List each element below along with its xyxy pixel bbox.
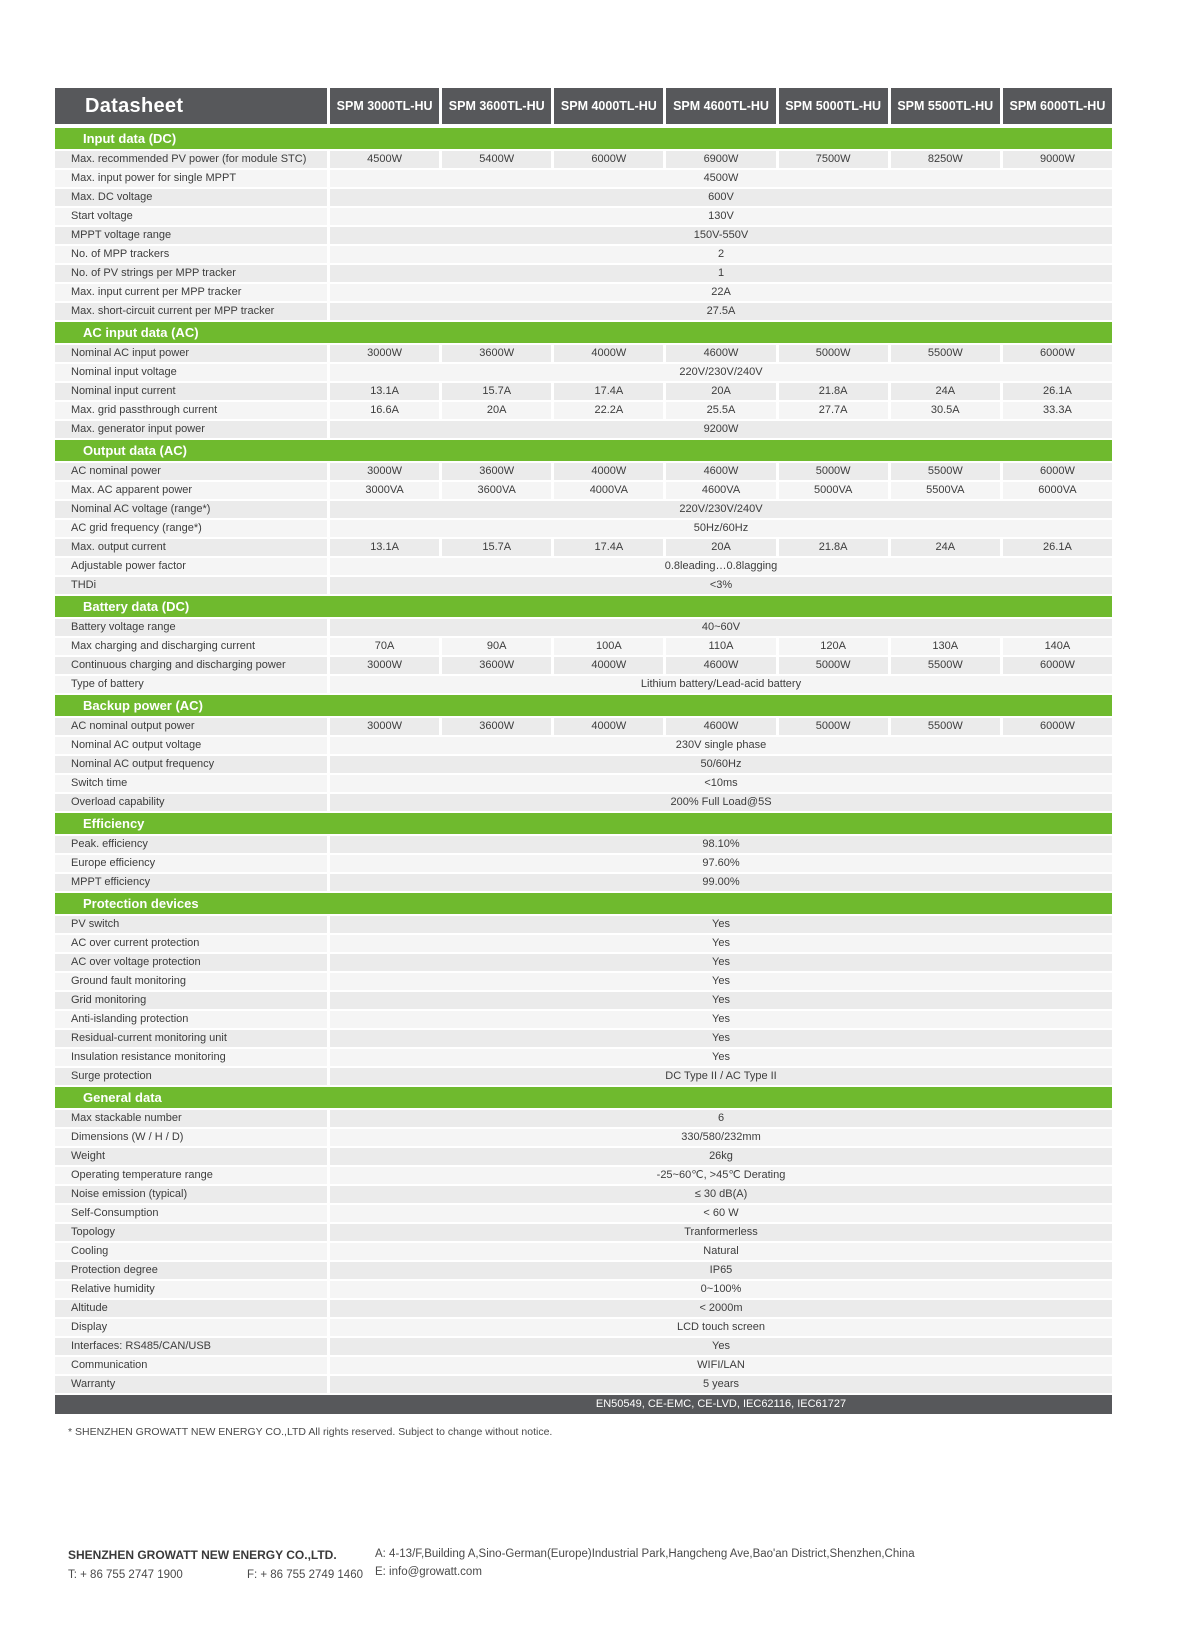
spec-value: 4000W (554, 718, 663, 735)
spec-value-span: 220V/230V/240V (330, 501, 1112, 518)
spec-row (55, 638, 1112, 655)
spec-label: Dimensions (W / H / D) (55, 1129, 327, 1146)
spec-value-span: IP65 (330, 1262, 1112, 1279)
spec-value: 5000W (779, 657, 888, 674)
spec-value: 110A (666, 638, 775, 655)
spec-row (55, 421, 1112, 438)
section-header (55, 1087, 1112, 1108)
section-header (55, 596, 1112, 617)
spec-value: 3000W (330, 345, 439, 362)
spec-row (55, 520, 1112, 537)
spec-row (55, 1338, 1112, 1355)
spec-value: 3000W (330, 463, 439, 480)
spec-label: Max. recommended PV power (for module STC) (55, 151, 327, 168)
spec-value: 3600W (442, 345, 551, 362)
spec-value: 5000W (779, 463, 888, 480)
spec-value-span: 50Hz/60Hz (330, 520, 1112, 537)
spacer (55, 1395, 327, 1414)
spec-value-span: 5 years (330, 1376, 1112, 1393)
spec-value: 70A (330, 638, 439, 655)
section-title: Efficiency (83, 816, 145, 831)
spec-value-span: Tranformerless (330, 1224, 1112, 1241)
spec-value: 5400W (442, 151, 551, 168)
spec-label: Nominal AC input power (55, 345, 327, 362)
spec-row (55, 1049, 1112, 1066)
spec-label: Nominal input voltage (55, 364, 327, 381)
section-header (55, 440, 1112, 461)
spec-row (55, 992, 1112, 1009)
spec-label: No. of PV strings per MPP tracker (55, 265, 327, 282)
spec-value-span: <10ms (330, 775, 1112, 792)
spec-value-span: Lithium battery/Lead-acid battery (330, 676, 1112, 693)
spec-label: Surge protection (55, 1068, 327, 1085)
spec-label: Switch time (55, 775, 327, 792)
spec-value: 140A (1003, 638, 1112, 655)
spec-value: 15.7A (442, 539, 551, 556)
model-column-header: SPM 4000TL-HU (554, 88, 663, 124)
model-column-header: SPM 4600TL-HU (666, 88, 775, 124)
spec-row (55, 170, 1112, 187)
spec-label: Ground fault monitoring (55, 973, 327, 990)
spec-label: Cooling (55, 1243, 327, 1260)
spec-label: Max. output current (55, 539, 327, 556)
spec-label: Overload capability (55, 794, 327, 811)
spec-value: 20A (442, 402, 551, 419)
spec-row (55, 1243, 1112, 1260)
section-title: Battery data (DC) (83, 599, 190, 614)
spec-row (55, 916, 1112, 933)
spec-value: 15.7A (442, 383, 551, 400)
model-column-header: SPM 3000TL-HU (330, 88, 439, 124)
spec-value: 3000VA (330, 482, 439, 499)
spec-label: Nominal AC output voltage (55, 737, 327, 754)
spec-row (55, 189, 1112, 206)
spec-row (55, 402, 1112, 419)
spec-row (55, 463, 1112, 480)
section-title: Protection devices (83, 896, 199, 911)
spec-row (55, 1319, 1112, 1336)
spec-label: AC over current protection (55, 935, 327, 952)
spec-value: 3600W (442, 718, 551, 735)
spec-value: 3000W (330, 718, 439, 735)
spec-value: 6000W (1003, 718, 1112, 735)
spec-value-span: DC Type II / AC Type II (330, 1068, 1112, 1085)
spec-row (55, 676, 1112, 693)
spec-row (55, 383, 1112, 400)
spec-value-span: 220V/230V/240V (330, 364, 1112, 381)
spec-value: 22.2A (554, 402, 663, 419)
spec-label: Max. input current per MPP tracker (55, 284, 327, 301)
spec-value: 8250W (891, 151, 1000, 168)
spec-row (55, 1110, 1112, 1127)
spec-row (55, 1357, 1112, 1374)
model-column-header: SPM 6000TL-HU (1003, 88, 1112, 124)
spec-value: 5500W (891, 463, 1000, 480)
spec-row (55, 794, 1112, 811)
spec-label: Relative humidity (55, 1281, 327, 1298)
spec-value-span: 600V (330, 189, 1112, 206)
spec-value-span: Yes (330, 1011, 1112, 1028)
spec-label: Communication (55, 1357, 327, 1374)
spec-label: Warranty (55, 1376, 327, 1393)
spec-row (55, 364, 1112, 381)
spec-value-span: 26kg (330, 1148, 1112, 1165)
spec-label: Max. generator input power (55, 421, 327, 438)
spec-row (55, 1068, 1112, 1085)
spec-row (55, 1376, 1112, 1393)
spec-row (55, 577, 1112, 594)
spec-value: 24A (891, 539, 1000, 556)
spec-value: 6000W (1003, 345, 1112, 362)
spec-label: MPPT voltage range (55, 227, 327, 244)
spec-label: Europe efficiency (55, 855, 327, 872)
spec-value: 17.4A (554, 539, 663, 556)
spec-label: Weight (55, 1148, 327, 1165)
spec-row (55, 246, 1112, 263)
spec-row (55, 284, 1112, 301)
spec-value-span: Yes (330, 954, 1112, 971)
footer-tel-fax (68, 1569, 363, 1581)
spec-value: 30.5A (891, 402, 1000, 419)
spec-row (55, 539, 1112, 556)
spec-value: 4000VA (554, 482, 663, 499)
spec-row (55, 657, 1112, 674)
spec-value: 17.4A (554, 383, 663, 400)
spec-value-span: 330/580/232mm (330, 1129, 1112, 1146)
spec-value-span: 27.5A (330, 303, 1112, 320)
spec-value: 90A (442, 638, 551, 655)
spec-label: Protection degree (55, 1262, 327, 1279)
spec-label: Max. short-circuit current per MPP tracker (55, 303, 327, 320)
spec-value: 5000W (779, 345, 888, 362)
spec-value: 4000W (554, 657, 663, 674)
spec-row (55, 501, 1112, 518)
spec-label: AC nominal output power (55, 718, 327, 735)
spec-label: MPPT efficiency (55, 874, 327, 891)
spec-value: 13.1A (330, 383, 439, 400)
company-name: SHENZHEN GROWATT NEW ENERGY CO.,LTD. (68, 1548, 337, 1562)
table-header (55, 88, 1112, 124)
spec-value-span: -25~60℃, >45℃ Derating (330, 1167, 1112, 1184)
spec-value: 5500W (891, 345, 1000, 362)
spec-label: Nominal AC voltage (range*) (55, 501, 327, 518)
spec-value-span: 50/60Hz (330, 756, 1112, 773)
spec-label: Adjustable power factor (55, 558, 327, 575)
spec-value-span: 2 (330, 246, 1112, 263)
spec-label: AC grid frequency (range*) (55, 520, 327, 537)
spec-value: 27.7A (779, 402, 888, 419)
spec-label: Operating temperature range (55, 1167, 327, 1184)
spec-value-span: <3% (330, 577, 1112, 594)
spec-value: 3600VA (442, 482, 551, 499)
footnote: * SHENZHEN GROWATT NEW ENERGY CO.,LTD All rights reserved. Subject to change without notice. (68, 1426, 553, 1438)
spec-label: Max. AC apparent power (55, 482, 327, 499)
spec-row (55, 718, 1112, 735)
spec-label: PV switch (55, 916, 327, 933)
spec-label: Anti-islanding protection (55, 1011, 327, 1028)
spec-value: 26.1A (1003, 383, 1112, 400)
spec-row (55, 1011, 1112, 1028)
model-column-header: SPM 5000TL-HU (779, 88, 888, 124)
spec-value-span: 40~60V (330, 619, 1112, 636)
spec-value: 4600W (666, 345, 775, 362)
datasheet-title: Datasheet (55, 88, 327, 124)
spec-value-span: 150V-550V (330, 227, 1112, 244)
spec-value-span: 0.8leading…0.8lagging (330, 558, 1112, 575)
spec-label: Insulation resistance monitoring (55, 1049, 327, 1066)
spec-value-span: ≤ 30 dB(A) (330, 1186, 1112, 1203)
footer-fax: F: + 86 755 2749 1460 (246, 1569, 363, 1581)
spec-value: 25.5A (666, 402, 775, 419)
spec-row (55, 756, 1112, 773)
certifications-bar (55, 1395, 1112, 1414)
spec-label: Self-Consumption (55, 1205, 327, 1222)
spec-row (55, 265, 1112, 282)
spec-value: 7500W (779, 151, 888, 168)
spec-table (55, 88, 1112, 1438)
footer-address: A: 4-13/F,Building A,Sino-German(Europe)Industrial Park,Hangcheng Ave,Bao'an District,Shenzhen,China (375, 1548, 915, 1560)
section-header (55, 128, 1112, 149)
spec-label: Battery voltage range (55, 619, 327, 636)
spec-value: 3000W (330, 657, 439, 674)
spec-value: 4600W (666, 718, 775, 735)
spec-value: 6000W (1003, 463, 1112, 480)
spec-value: 130A (891, 638, 1000, 655)
spec-label: Noise emission (typical) (55, 1186, 327, 1203)
section-title: General data (83, 1090, 162, 1105)
spec-row (55, 208, 1112, 225)
section-title: Output data (AC) (83, 443, 187, 458)
spec-value: 100A (554, 638, 663, 655)
spec-label: Max stackable number (55, 1110, 327, 1127)
spec-value: 16.6A (330, 402, 439, 419)
spec-row (55, 935, 1112, 952)
spec-row (55, 874, 1112, 891)
spec-label: Start voltage (55, 208, 327, 225)
spec-row (55, 1300, 1112, 1317)
spec-value: 4600VA (666, 482, 775, 499)
spec-label: Max. input power for single MPPT (55, 170, 327, 187)
spec-value: 9000W (1003, 151, 1112, 168)
spec-value-span: 6 (330, 1110, 1112, 1127)
spec-label: Nominal input current (55, 383, 327, 400)
spec-value: 13.1A (330, 539, 439, 556)
spec-value-span: Yes (330, 1338, 1112, 1355)
spec-label: Display (55, 1319, 327, 1336)
spec-value-span: 1 (330, 265, 1112, 282)
spec-value: 5000VA (779, 482, 888, 499)
spec-value-span: 130V (330, 208, 1112, 225)
spec-label: AC nominal power (55, 463, 327, 480)
spec-label: Max. grid passthrough current (55, 402, 327, 419)
spec-row (55, 1205, 1112, 1222)
spec-value: 3600W (442, 657, 551, 674)
spec-value-span: LCD touch screen (330, 1319, 1112, 1336)
spec-value: 24A (891, 383, 1000, 400)
spec-value-span: 99.00% (330, 874, 1112, 891)
spec-value: 5500W (891, 718, 1000, 735)
spec-value-span: WIFI/LAN (330, 1357, 1112, 1374)
spec-row (55, 482, 1112, 499)
spec-value-span: 97.60% (330, 855, 1112, 872)
spec-label: Max. DC voltage (55, 189, 327, 206)
spec-value-span: < 60 W (330, 1205, 1112, 1222)
spec-value: 20A (666, 539, 775, 556)
footer-left (68, 1548, 375, 1581)
spec-row (55, 151, 1112, 168)
spec-label: No. of MPP trackers (55, 246, 327, 263)
spec-value: 5500W (891, 657, 1000, 674)
spec-label: Nominal AC output frequency (55, 756, 327, 773)
spec-label: Topology (55, 1224, 327, 1241)
spec-row (55, 558, 1112, 575)
spec-value-span: Yes (330, 992, 1112, 1009)
spec-value: 5500VA (891, 482, 1000, 499)
spec-value: 21.8A (779, 539, 888, 556)
spec-value: 6000W (1003, 657, 1112, 674)
spec-value: 4500W (330, 151, 439, 168)
spec-row (55, 836, 1112, 853)
spec-value: 4600W (666, 657, 775, 674)
spec-value-span: Yes (330, 973, 1112, 990)
spec-row (55, 1186, 1112, 1203)
spec-value: 33.3A (1003, 402, 1112, 419)
spec-row (55, 303, 1112, 320)
footer-tel: T: + 86 755 2747 1900 (68, 1569, 183, 1581)
spec-value-span: Yes (330, 1049, 1112, 1066)
spec-value-span: 200% Full Load@5S (330, 794, 1112, 811)
spec-value-span: Yes (330, 916, 1112, 933)
spec-value: 6900W (666, 151, 775, 168)
spec-label: Continuous charging and discharging power (55, 657, 327, 674)
spec-value-span: Natural (330, 1243, 1112, 1260)
page-footer (68, 1548, 1158, 1584)
footer-right (375, 1548, 1158, 1584)
spec-row (55, 1224, 1112, 1241)
spec-label: Residual-current monitoring unit (55, 1030, 327, 1047)
spec-label: AC over voltage protection (55, 954, 327, 971)
spec-value-span: 0~100% (330, 1281, 1112, 1298)
section-header (55, 893, 1112, 914)
spec-row (55, 1262, 1112, 1279)
spec-row (55, 855, 1112, 872)
section-title: AC input data (AC) (83, 325, 199, 340)
spec-row (55, 345, 1112, 362)
spec-value-span: 230V single phase (330, 737, 1112, 754)
spec-label: Type of battery (55, 676, 327, 693)
spec-value-span: Yes (330, 935, 1112, 952)
certifications-text: EN50549, CE-EMC, CE-LVD, IEC62116, IEC61727 (595, 1398, 847, 1410)
spec-value: 120A (779, 638, 888, 655)
spec-value-span: < 2000m (330, 1300, 1112, 1317)
spec-value-span: 98.10% (330, 836, 1112, 853)
spec-label: Altitude (55, 1300, 327, 1317)
spec-label: Grid monitoring (55, 992, 327, 1009)
footer-email: E: info@growatt.com (375, 1566, 482, 1578)
section-title: Input data (DC) (83, 131, 177, 146)
spec-label: Peak. efficiency (55, 836, 327, 853)
spec-row (55, 227, 1112, 244)
model-column-header: SPM 5500TL-HU (891, 88, 1000, 124)
spec-value: 3600W (442, 463, 551, 480)
spec-value: 4000W (554, 463, 663, 480)
spec-row (55, 1129, 1112, 1146)
spec-row (55, 1148, 1112, 1165)
spec-value-span: 4500W (330, 170, 1112, 187)
spec-row (55, 973, 1112, 990)
spec-row (55, 737, 1112, 754)
spec-value: 4000W (554, 345, 663, 362)
spec-value: 6000W (554, 151, 663, 168)
section-header (55, 695, 1112, 716)
spec-label: Max charging and discharging current (55, 638, 327, 655)
spec-row (55, 775, 1112, 792)
spec-label: THDi (55, 577, 327, 594)
spec-value: 21.8A (779, 383, 888, 400)
sections-container (55, 128, 1112, 1393)
spec-row (55, 619, 1112, 636)
spec-row (55, 954, 1112, 971)
spec-row (55, 1167, 1112, 1184)
spec-value-span: Yes (330, 1030, 1112, 1047)
spec-value: 6000VA (1003, 482, 1112, 499)
spec-value-span: 22A (330, 284, 1112, 301)
section-title: Backup power (AC) (83, 698, 203, 713)
section-header (55, 322, 1112, 343)
spec-row (55, 1281, 1112, 1298)
spec-row (55, 1030, 1112, 1047)
spec-value: 20A (666, 383, 775, 400)
spec-label: Interfaces: RS485/CAN/USB (55, 1338, 327, 1355)
spec-value: 5000W (779, 718, 888, 735)
spec-value: 26.1A (1003, 539, 1112, 556)
spec-value-span: 9200W (330, 421, 1112, 438)
spec-value: 4600W (666, 463, 775, 480)
model-column-header: SPM 3600TL-HU (442, 88, 551, 124)
section-header (55, 813, 1112, 834)
